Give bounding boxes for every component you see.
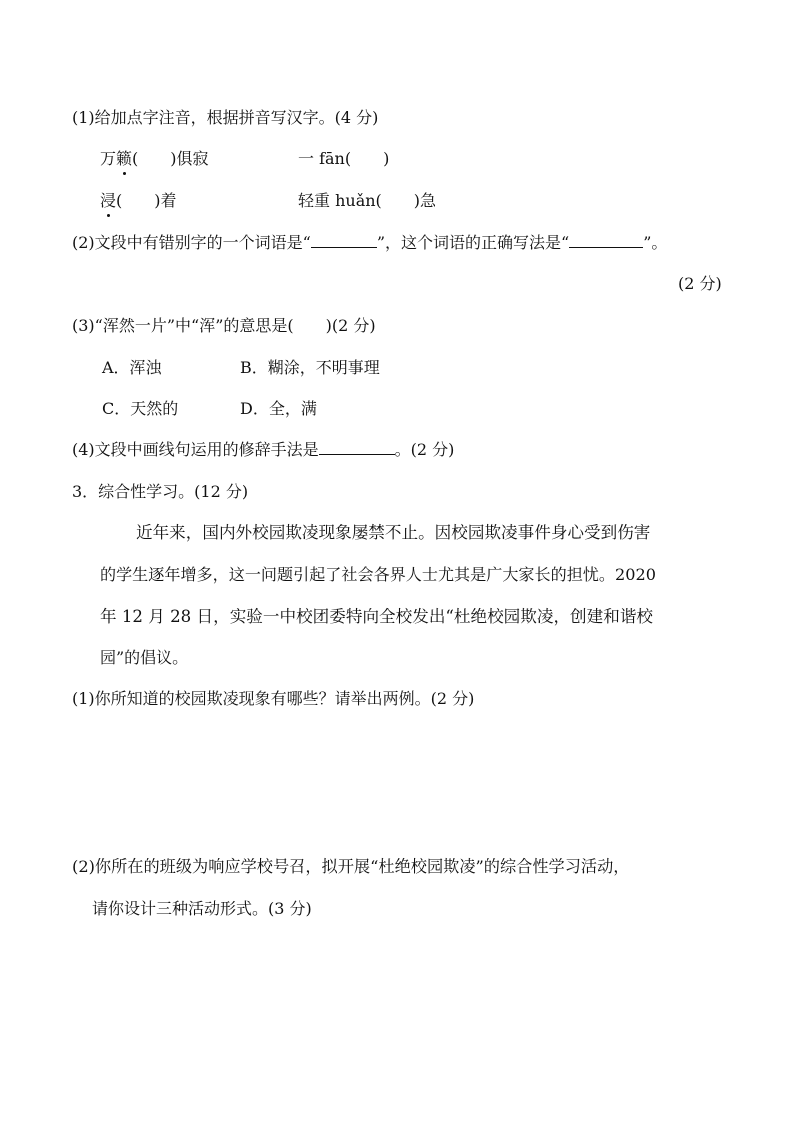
section3-paragraph-line-3: 年 12 月 28 日，实验一中校团委特向全校发出“杜绝校园欺凌，创建和谐校 xyxy=(100,607,654,626)
q2-blank-wrong-word[interactable] xyxy=(311,233,377,248)
q1-word-jinzhe xyxy=(100,190,177,212)
section3-sub2-line-2: 请你设计三种活动形式。(3 分) xyxy=(92,899,312,918)
q4-blank-rhetoric[interactable] xyxy=(319,440,395,455)
q4-post: 。(2 分) xyxy=(394,440,455,459)
q1-pinyin-fan: 一 fān( ) xyxy=(298,149,390,168)
q3-option-c: C．天然的 xyxy=(102,399,179,418)
q1-dotted-char-lai: 籁 xyxy=(116,149,133,168)
q2-post: ”。 xyxy=(643,233,668,252)
q1-word-wanlai-pre: 万 xyxy=(100,149,117,168)
q1-dotted-char-jin: 浸 xyxy=(100,191,117,210)
q1-pinyin-huan: 轻重 huǎn( )急 xyxy=(298,191,437,210)
q2-mid: ”，这个词语的正确写法是“ xyxy=(376,233,570,252)
q3-option-b: B．糊涂，不明事理 xyxy=(240,358,380,377)
q1-word-jinzhe-post: ( )着 xyxy=(116,191,177,210)
q1-title: (1)给加点字注音，根据拼音写汉字。(4 分) xyxy=(72,108,379,127)
q2-line xyxy=(72,232,667,254)
q2-score: (2 分) xyxy=(678,274,722,293)
q4-pre: (4)文段中画线句运用的修辞手法是 xyxy=(72,440,319,459)
section3-title: 3．综合性学习。(12 分) xyxy=(72,482,249,501)
section3-sub1: (1)你所知道的校园欺凌现象有哪些？请举出两例。(2 分) xyxy=(72,689,475,708)
section3-paragraph-line-4: 园”的倡议。 xyxy=(100,648,189,667)
section3-paragraph-line-2: 的学生逐年增多，这一问题引起了社会各界人士尤其是广大家长的担忧。2020 xyxy=(100,565,656,584)
q3-option-a: A．浑浊 xyxy=(102,358,162,377)
q2-pre: (2)文段中有错别字的一个词语是“ xyxy=(72,233,311,252)
q3-title: (3)“浑然一片”中“浑”的意思是( )(2 分) xyxy=(72,316,376,335)
q4-line xyxy=(72,439,454,461)
q2-blank-correct-word[interactable] xyxy=(569,233,643,248)
q1-word-wanlai-post: ( )俱寂 xyxy=(132,149,209,168)
section3-sub2-line-1: (2)你所在的班级为响应学校号召，拟开展“杜绝校园欺凌”的综合性学习活动， xyxy=(72,857,630,876)
section3-paragraph-line-1: 近年来，国内外校园欺凌现象屡禁不止。因校园欺凌事件身心受到伤害 xyxy=(136,523,651,542)
q3-option-d: D．全，满 xyxy=(240,399,317,418)
q1-word-wanlai xyxy=(100,148,209,170)
